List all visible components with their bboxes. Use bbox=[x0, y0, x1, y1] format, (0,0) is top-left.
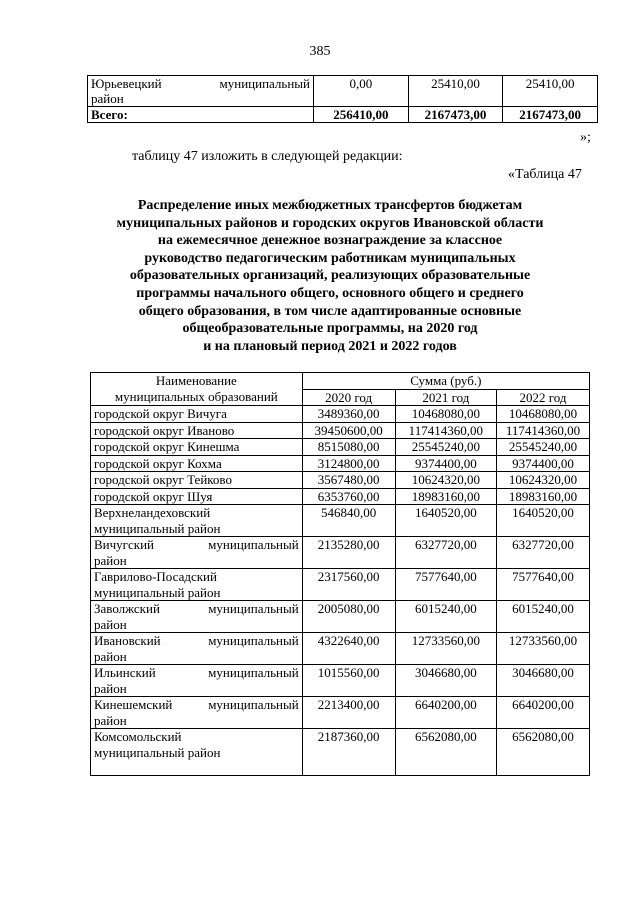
value-2022: 6640200,00 bbox=[496, 697, 589, 729]
value-2022: 25545240,00 bbox=[496, 439, 589, 456]
title-line: общеобразовательные программы, на 2020 год bbox=[182, 321, 478, 337]
total-2021: 2167473,00 bbox=[408, 107, 503, 123]
value-2022: 10468080,00 bbox=[496, 406, 589, 423]
value-2022: 6327720,00 bbox=[496, 537, 589, 569]
value-2020: 2213400,00 bbox=[302, 697, 395, 729]
value-2020: 2005080,00 bbox=[302, 601, 395, 633]
table-row bbox=[91, 439, 590, 456]
page-number: 385 bbox=[309, 44, 331, 59]
title-line: программы начального общего, основного общего и среднего bbox=[136, 285, 524, 301]
value-2020: 3489360,00 bbox=[302, 406, 395, 423]
transfers-table bbox=[90, 372, 590, 776]
table-row bbox=[91, 422, 590, 439]
municipality-name: Верхнеландеховский муниципальный район bbox=[91, 505, 303, 537]
value-2022: 3046680,00 bbox=[496, 665, 589, 697]
value-2021: 18983160,00 bbox=[395, 488, 496, 505]
municipality-name: Ивановский муниципальный район bbox=[91, 633, 303, 665]
title-line: на ежемесячное денежное вознаграждение за классное bbox=[157, 233, 503, 249]
instruction-text: таблицу 47 изложить в следующей редакции: bbox=[132, 149, 403, 164]
header-row bbox=[91, 373, 590, 390]
value-2022: 25410,00 bbox=[503, 76, 598, 107]
value-2020: 3124800,00 bbox=[302, 455, 395, 472]
title-line: руководство педагогическим работникам муниципальных bbox=[144, 250, 516, 266]
table-row bbox=[91, 537, 590, 569]
value-2021: 1640520,00 bbox=[395, 505, 496, 537]
value-2021: 12733560,00 bbox=[395, 633, 496, 665]
table-label: «Таблица 47 bbox=[508, 167, 582, 182]
table-row bbox=[91, 601, 590, 633]
value-2022: 1640520,00 bbox=[496, 505, 589, 537]
municipality-name: Гаврилово-Посадский муниципальный район bbox=[91, 569, 303, 601]
table-row bbox=[91, 406, 590, 423]
table-row bbox=[88, 76, 598, 107]
value-2021: 117414360,00 bbox=[395, 422, 496, 439]
total-row bbox=[88, 107, 598, 123]
value-2022: 10624320,00 bbox=[496, 472, 589, 489]
value-2020: 2135280,00 bbox=[302, 537, 395, 569]
table-row bbox=[91, 455, 590, 472]
value-2022: 6015240,00 bbox=[496, 601, 589, 633]
header-2021: 2021 год bbox=[395, 389, 496, 406]
value-2020: 2317560,00 bbox=[302, 569, 395, 601]
value-2020: 2187360,00 bbox=[302, 729, 395, 776]
value-2022: 117414360,00 bbox=[496, 422, 589, 439]
municipality-name: городской округ Кохма bbox=[91, 455, 303, 472]
table-row bbox=[91, 633, 590, 665]
value-2022: 18983160,00 bbox=[496, 488, 589, 505]
value-2020: 4322640,00 bbox=[302, 633, 395, 665]
total-2020: 256410,00 bbox=[313, 107, 408, 123]
header-2020: 2020 год bbox=[302, 389, 395, 406]
previous-table-end bbox=[87, 75, 598, 123]
header-name: Наименование муниципальных образований bbox=[91, 373, 303, 406]
value-2021: 7577640,00 bbox=[395, 569, 496, 601]
value-2020: 39450600,00 bbox=[302, 422, 395, 439]
value-2021: 10468080,00 bbox=[395, 406, 496, 423]
value-2021: 25545240,00 bbox=[395, 439, 496, 456]
table-row bbox=[91, 488, 590, 505]
value-2021: 6327720,00 bbox=[395, 537, 496, 569]
title-line: муниципальных районов и городских округов Ивановской области bbox=[116, 215, 544, 231]
value-2022: 6562080,00 bbox=[496, 729, 589, 776]
value-2021: 9374400,00 bbox=[395, 455, 496, 472]
value-2021: 6640200,00 bbox=[395, 697, 496, 729]
municipality-name: городской округ Вичуга bbox=[91, 406, 303, 423]
value-2020: 3567480,00 bbox=[302, 472, 395, 489]
table-row bbox=[91, 697, 590, 729]
title-line: Распределение иных межбюджетных трансфертов бюджетам bbox=[137, 198, 523, 213]
value-2021: 10624320,00 bbox=[395, 472, 496, 489]
municipality-name: городской округ Иваново bbox=[91, 422, 303, 439]
table-row bbox=[91, 729, 590, 776]
value-2020: 546840,00 bbox=[302, 505, 395, 537]
value-2021: 3046680,00 bbox=[395, 665, 496, 697]
table-title bbox=[80, 197, 580, 355]
value-2021: 25410,00 bbox=[408, 76, 503, 107]
value-2022: 12733560,00 bbox=[496, 633, 589, 665]
value-2020: 0,00 bbox=[313, 76, 408, 107]
total-2022: 2167473,00 bbox=[503, 107, 598, 123]
value-2020: 6353760,00 bbox=[302, 488, 395, 505]
municipality-name: Заволжский муниципальный район bbox=[91, 601, 303, 633]
title-line: общего образования, в том числе адаптированные основные bbox=[138, 303, 522, 319]
value-2020: 1015560,00 bbox=[302, 665, 395, 697]
municipality-name: Комсомольский муниципальный район bbox=[91, 729, 303, 776]
value-2022: 9374400,00 bbox=[496, 455, 589, 472]
header-2022: 2022 год bbox=[496, 389, 589, 406]
municipality-name: городской округ Тейково bbox=[91, 472, 303, 489]
municipality-name: Юрьевецкий муниципальный район bbox=[88, 76, 314, 107]
total-label: Всего: bbox=[88, 107, 314, 123]
municipality-name: городской округ Шуя bbox=[91, 488, 303, 505]
header-sum: Сумма (руб.) bbox=[302, 373, 589, 390]
table-row bbox=[91, 505, 590, 537]
value-2021: 6562080,00 bbox=[395, 729, 496, 776]
value-2020: 8515080,00 bbox=[302, 439, 395, 456]
title-line: образовательных организаций, реализующих образовательные bbox=[129, 268, 531, 284]
table-row bbox=[91, 569, 590, 601]
municipality-name: Кинешемский муниципальный район bbox=[91, 697, 303, 729]
title-line: и на плановый период 2021 и 2022 годов bbox=[203, 338, 457, 354]
closing-quote: »; bbox=[580, 130, 591, 145]
table-row bbox=[91, 472, 590, 489]
value-2022: 7577640,00 bbox=[496, 569, 589, 601]
municipality-name: городской округ Кинешма bbox=[91, 439, 303, 456]
municipality-name: Вичугский муниципальный район bbox=[91, 537, 303, 569]
table-row bbox=[91, 665, 590, 697]
value-2021: 6015240,00 bbox=[395, 601, 496, 633]
municipality-name: Ильинский муниципальный район bbox=[91, 665, 303, 697]
